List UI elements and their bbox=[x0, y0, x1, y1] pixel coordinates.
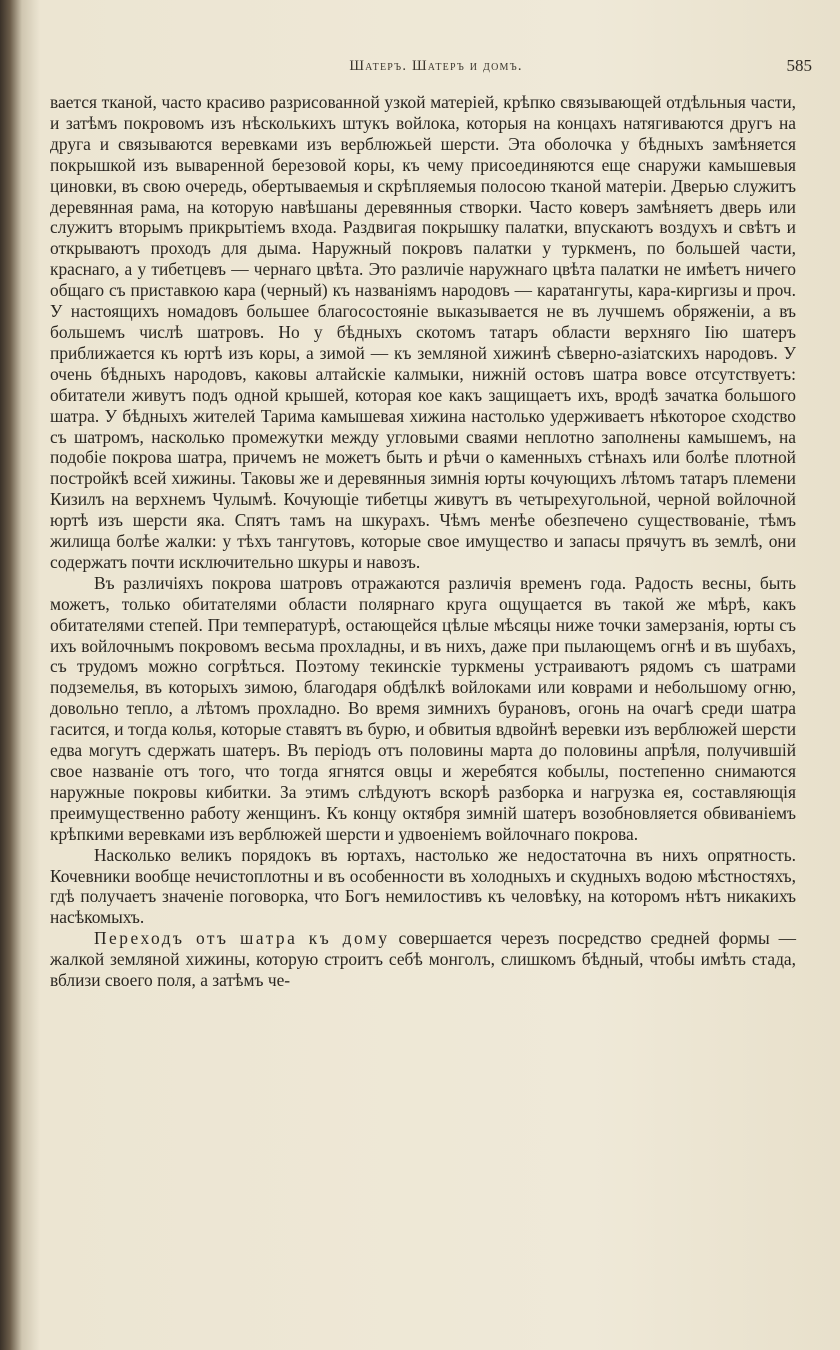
page-number: 585 bbox=[786, 56, 812, 75]
paragraph bbox=[50, 928, 796, 991]
spaced-lead-phrase: Переходъ отъ шатра къ дому bbox=[94, 928, 390, 949]
running-title: Шатеръ. Шатеръ и домъ. bbox=[349, 58, 523, 74]
paragraph-rest: совершается черезъ посредство средней формы — жалкой земляной хижины, которую строитъ себѣ монголъ, слишкомъ бѣдный, чтобы имѣть стада, вблизи своего поля, а затѣмъ че- bbox=[50, 928, 796, 991]
paragraph: вается тканой, часто красиво разрисованной узкой матеріей, крѣпко связывающей отдѣльныя части, и затѣмъ покровомъ изъ нѣсколькихъ штукъ войлока, которыя на концахъ натягиваются другъ на друга и связываются веревками изъ верблюжьей шерсти. Эта оболочка у бѣдныхъ замѣняется покрышкой изъ вываренной березовой коры, къ чему присоединяются еще снаружи камышевыя циновки, въ свою очередь, обертываемыя и скрѣпляемыя полосою тканой матеріи. Дверью служитъ деревянная рама, на которую навѣшаны деревянныя створки. Часто коверъ замѣняетъ дверь или служитъ вторымъ прикрытіемъ входа. Раздвигая покрышку палатки, впускаютъ воздухъ и свѣтъ и открываютъ проходъ для дыма. Наружный покровъ палатки у туркменъ, по большей части, краснаго, а у тибетцевъ — чернаго цвѣта. Это различіе наружнаго цвѣта палатки не имѣетъ ничего общаго съ приставкою кара (черный) къ названіямъ народовъ — каратангуты, кара-киргизы и проч. У настоящихъ номадовъ большее благосостояніе выказывается не въ лучшемъ обряженіи, а въ большемъ числѣ шатровъ. Но у бѣдныхъ скотомъ татаръ области верхняго Іію шатеръ приближается къ юртѣ изъ коры, а зимой — къ земляной хижинѣ сѣверно-азіатскихъ народовъ. У очень бѣдныхъ народовъ, каковы алтайскіе калмыки, нижній остовъ шатра вовсе отсутствуетъ: обитатели живутъ подъ одной крышей, которая кое какъ защищаетъ ихъ, вродѣ зачатка большого шатра. У бѣдныхъ жителей Тарима камышевая хижина настолько удерживаетъ нѣкоторое сходство съ шатромъ, насколько промежутки между угловыми сваями неплотно заполнены камышемъ, на подобіе покрова шатра, причемъ не можетъ быть и рѣчи о каменныхъ стѣнахъ или болѣе плотной постройкѣ всей хижины. Таковы же и деревянныя зимнія юрты кочующихъ лѣтомъ татаръ племени Кизилъ на верхнемъ Чулымѣ. Кочующіе тибетцы живутъ въ четырехугольной, черной войлочной юртѣ изъ шерсти яка. Спятъ тамъ на шкурахъ. Чѣмъ менѣе обезпечено существованіе, тѣмъ жилища болѣе жалки: у тѣхъ тангутовъ, которые свое имущество и запасы прячутъ въ землѣ, они содержатъ почти исключительно шкуры и навозъ. bbox=[50, 92, 796, 572]
body-text bbox=[50, 92, 796, 991]
page-header bbox=[60, 50, 812, 80]
paragraph: Въ различіяхъ покрова шатровъ отражаются различія временъ года. Радость весны, быть можетъ, только обитателями области полярнаго круга ощущается въ такой же мѣрѣ, какъ обитателями степей. При температурѣ, остающейся цѣлые мѣсяцы ниже точки замерзанія, юрты съ ихъ войлочнымъ покровомъ весьма прохладны, и въ нихъ, даже при пылающемъ огнѣ и въ шубахъ, съ трудомъ можно согрѣться. Поэтому текинскіе туркмены устраиваютъ рядомъ съ шатрами подземелья, въ которыхъ зимою, благодаря обдѣлкѣ войлоками или коврами и небольшому огню, довольно тепло, а лѣтомъ прохладно. Во время зимнихъ бурановъ, огонь на очагѣ среди шатра гасится, и тогда колья, которые ставятъ въ бурю, и обвитыя вдвойнѣ веревки изъ верблюжей шерсти едва могутъ сдержать шатеръ. Въ періодъ отъ половины марта до половины апрѣля, получившій свое названіе отъ того, что тогда ягнятся овцы и жеребятся кобылы, постепенно снимаются наружные покровы кибитки. За этимъ слѣдуютъ вскорѣ разборка и нагрузка ея, составляющія преимущественно работу женщинъ. Къ концу октября зимній шатеръ возобновляется обвиваніемъ крѣпкими веревками изъ верблюжей шерсти и удвоеніемъ войлочнаго покрова. bbox=[50, 572, 796, 844]
paragraph: Насколько великъ порядокъ въ юртахъ, настолько же недостаточна въ нихъ опрятность. Кочевники вообще нечистоплотны и въ особенности въ холодныхъ и скудныхъ водою мѣстностяхъ, гдѣ получаетъ значеніе поговорка, что Богъ немилостивъ къ человѣку, на которомъ нѣтъ никакихъ насѣкомыхъ. bbox=[50, 844, 796, 928]
